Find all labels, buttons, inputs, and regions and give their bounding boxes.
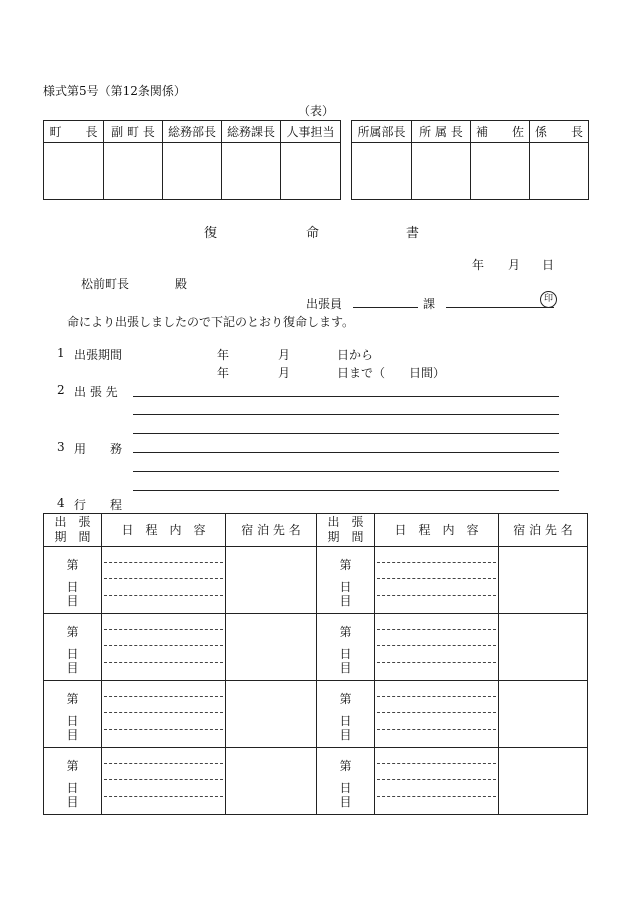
approval-box[interactable] bbox=[530, 143, 589, 200]
purpose-line[interactable] bbox=[133, 452, 559, 453]
form-title: 様式第5号（第12条関係） bbox=[43, 84, 186, 98]
destination-line[interactable] bbox=[133, 433, 559, 434]
day-cell[interactable]: 第 日 目 bbox=[317, 681, 375, 748]
side-label: （表） bbox=[298, 104, 335, 118]
lodging-cell[interactable] bbox=[226, 547, 317, 614]
schedule-cell[interactable] bbox=[102, 614, 226, 681]
approval-box[interactable] bbox=[44, 143, 104, 200]
itinerary-header-period: 出 張 期 間 bbox=[44, 514, 102, 547]
approval-header: 所 属 長 bbox=[412, 121, 471, 143]
day-cell[interactable]: 第 日 目 bbox=[317, 748, 375, 815]
approval-header: 副 町 長 bbox=[104, 121, 163, 143]
item-number: 4 bbox=[57, 496, 65, 510]
schedule-cell[interactable] bbox=[102, 681, 226, 748]
period-label: 出張期間 bbox=[74, 348, 123, 362]
period-to-month: 月 bbox=[278, 366, 291, 380]
day-cell[interactable]: 第 日 目 bbox=[317, 547, 375, 614]
seal-mark: 印 bbox=[540, 291, 557, 308]
lodging-cell[interactable] bbox=[499, 614, 588, 681]
day-cell[interactable]: 第 日 目 bbox=[44, 681, 102, 748]
traveler-name-field[interactable] bbox=[446, 307, 554, 308]
approval-table-left bbox=[43, 120, 341, 200]
item-number: 2 bbox=[57, 383, 65, 397]
approval-box[interactable] bbox=[104, 143, 163, 200]
lodging-cell[interactable] bbox=[499, 547, 588, 614]
approval-box[interactable] bbox=[471, 143, 530, 200]
itinerary-header-period: 出 張 期 間 bbox=[317, 514, 375, 547]
period-to-day: 日まで（ 日間） bbox=[337, 366, 446, 380]
lodging-cell[interactable] bbox=[226, 614, 317, 681]
approval-box[interactable] bbox=[222, 143, 281, 200]
itinerary-label: 行 程 bbox=[74, 498, 123, 512]
itinerary-row bbox=[44, 547, 588, 614]
itinerary-header-lodging: 宿 泊 先 名 bbox=[499, 514, 588, 547]
day-cell[interactable]: 第 日 目 bbox=[44, 547, 102, 614]
itinerary-row bbox=[44, 614, 588, 681]
day-cell[interactable]: 第 日 目 bbox=[317, 614, 375, 681]
lodging-cell[interactable] bbox=[226, 748, 317, 815]
schedule-cell[interactable] bbox=[102, 748, 226, 815]
schedule-cell[interactable] bbox=[375, 748, 499, 815]
item-number: 3 bbox=[57, 440, 65, 454]
approval-table-right bbox=[351, 120, 589, 200]
approval-header: 総務課長 bbox=[222, 121, 281, 143]
date-month: 月 bbox=[508, 258, 521, 272]
itinerary-row bbox=[44, 681, 588, 748]
itinerary-header-schedule: 日 程 内 容 bbox=[102, 514, 226, 547]
addressee: 松前町長 bbox=[81, 277, 130, 291]
lodging-cell[interactable] bbox=[499, 681, 588, 748]
day-cell[interactable]: 第 日 目 bbox=[44, 748, 102, 815]
destination-line[interactable] bbox=[133, 396, 559, 397]
schedule-cell[interactable] bbox=[102, 547, 226, 614]
schedule-cell[interactable] bbox=[375, 681, 499, 748]
approval-box[interactable] bbox=[412, 143, 471, 200]
date-year: 年 bbox=[472, 258, 485, 272]
approval-box[interactable] bbox=[281, 143, 341, 200]
approval-box[interactable] bbox=[352, 143, 412, 200]
date-day: 日 bbox=[542, 258, 555, 272]
doc-title-char: 復 bbox=[204, 226, 218, 241]
schedule-cell[interactable] bbox=[375, 614, 499, 681]
period-from-month: 月 bbox=[278, 348, 291, 362]
item-number: 1 bbox=[57, 346, 65, 360]
purpose-label: 用 務 bbox=[74, 442, 123, 456]
intro-text: 命により出張しましたので下記のとおり復命します。 bbox=[67, 315, 355, 329]
approval-box[interactable] bbox=[163, 143, 222, 200]
itinerary-header-lodging: 宿 泊 先 名 bbox=[226, 514, 317, 547]
section-label: 課 bbox=[423, 297, 436, 311]
itinerary-table bbox=[43, 513, 588, 815]
approval-header: 総務部長 bbox=[163, 121, 222, 143]
lodging-cell[interactable] bbox=[226, 681, 317, 748]
period-from-day: 日から bbox=[337, 348, 374, 362]
period-to-year: 年 bbox=[217, 366, 230, 380]
doc-title-char: 命 bbox=[306, 226, 320, 241]
approval-header: 補 佐 bbox=[471, 121, 530, 143]
destination-label: 出 張 先 bbox=[74, 385, 118, 399]
approval-header: 人事担当 bbox=[281, 121, 341, 143]
day-cell[interactable]: 第 日 目 bbox=[44, 614, 102, 681]
itinerary-row bbox=[44, 748, 588, 815]
honorific: 殿 bbox=[175, 277, 188, 291]
period-from-year: 年 bbox=[217, 348, 230, 362]
approval-header: 係 長 bbox=[530, 121, 589, 143]
purpose-line[interactable] bbox=[133, 471, 559, 472]
section-name-field[interactable] bbox=[353, 307, 418, 308]
purpose-line[interactable] bbox=[133, 490, 559, 491]
traveler-label: 出張員 bbox=[306, 297, 343, 311]
approval-header: 所属部長 bbox=[352, 121, 412, 143]
destination-line[interactable] bbox=[133, 414, 559, 415]
itinerary-header-schedule: 日 程 内 容 bbox=[375, 514, 499, 547]
doc-title-char: 書 bbox=[406, 226, 420, 241]
approval-header: 町 長 bbox=[44, 121, 104, 143]
schedule-cell[interactable] bbox=[375, 547, 499, 614]
lodging-cell[interactable] bbox=[499, 748, 588, 815]
